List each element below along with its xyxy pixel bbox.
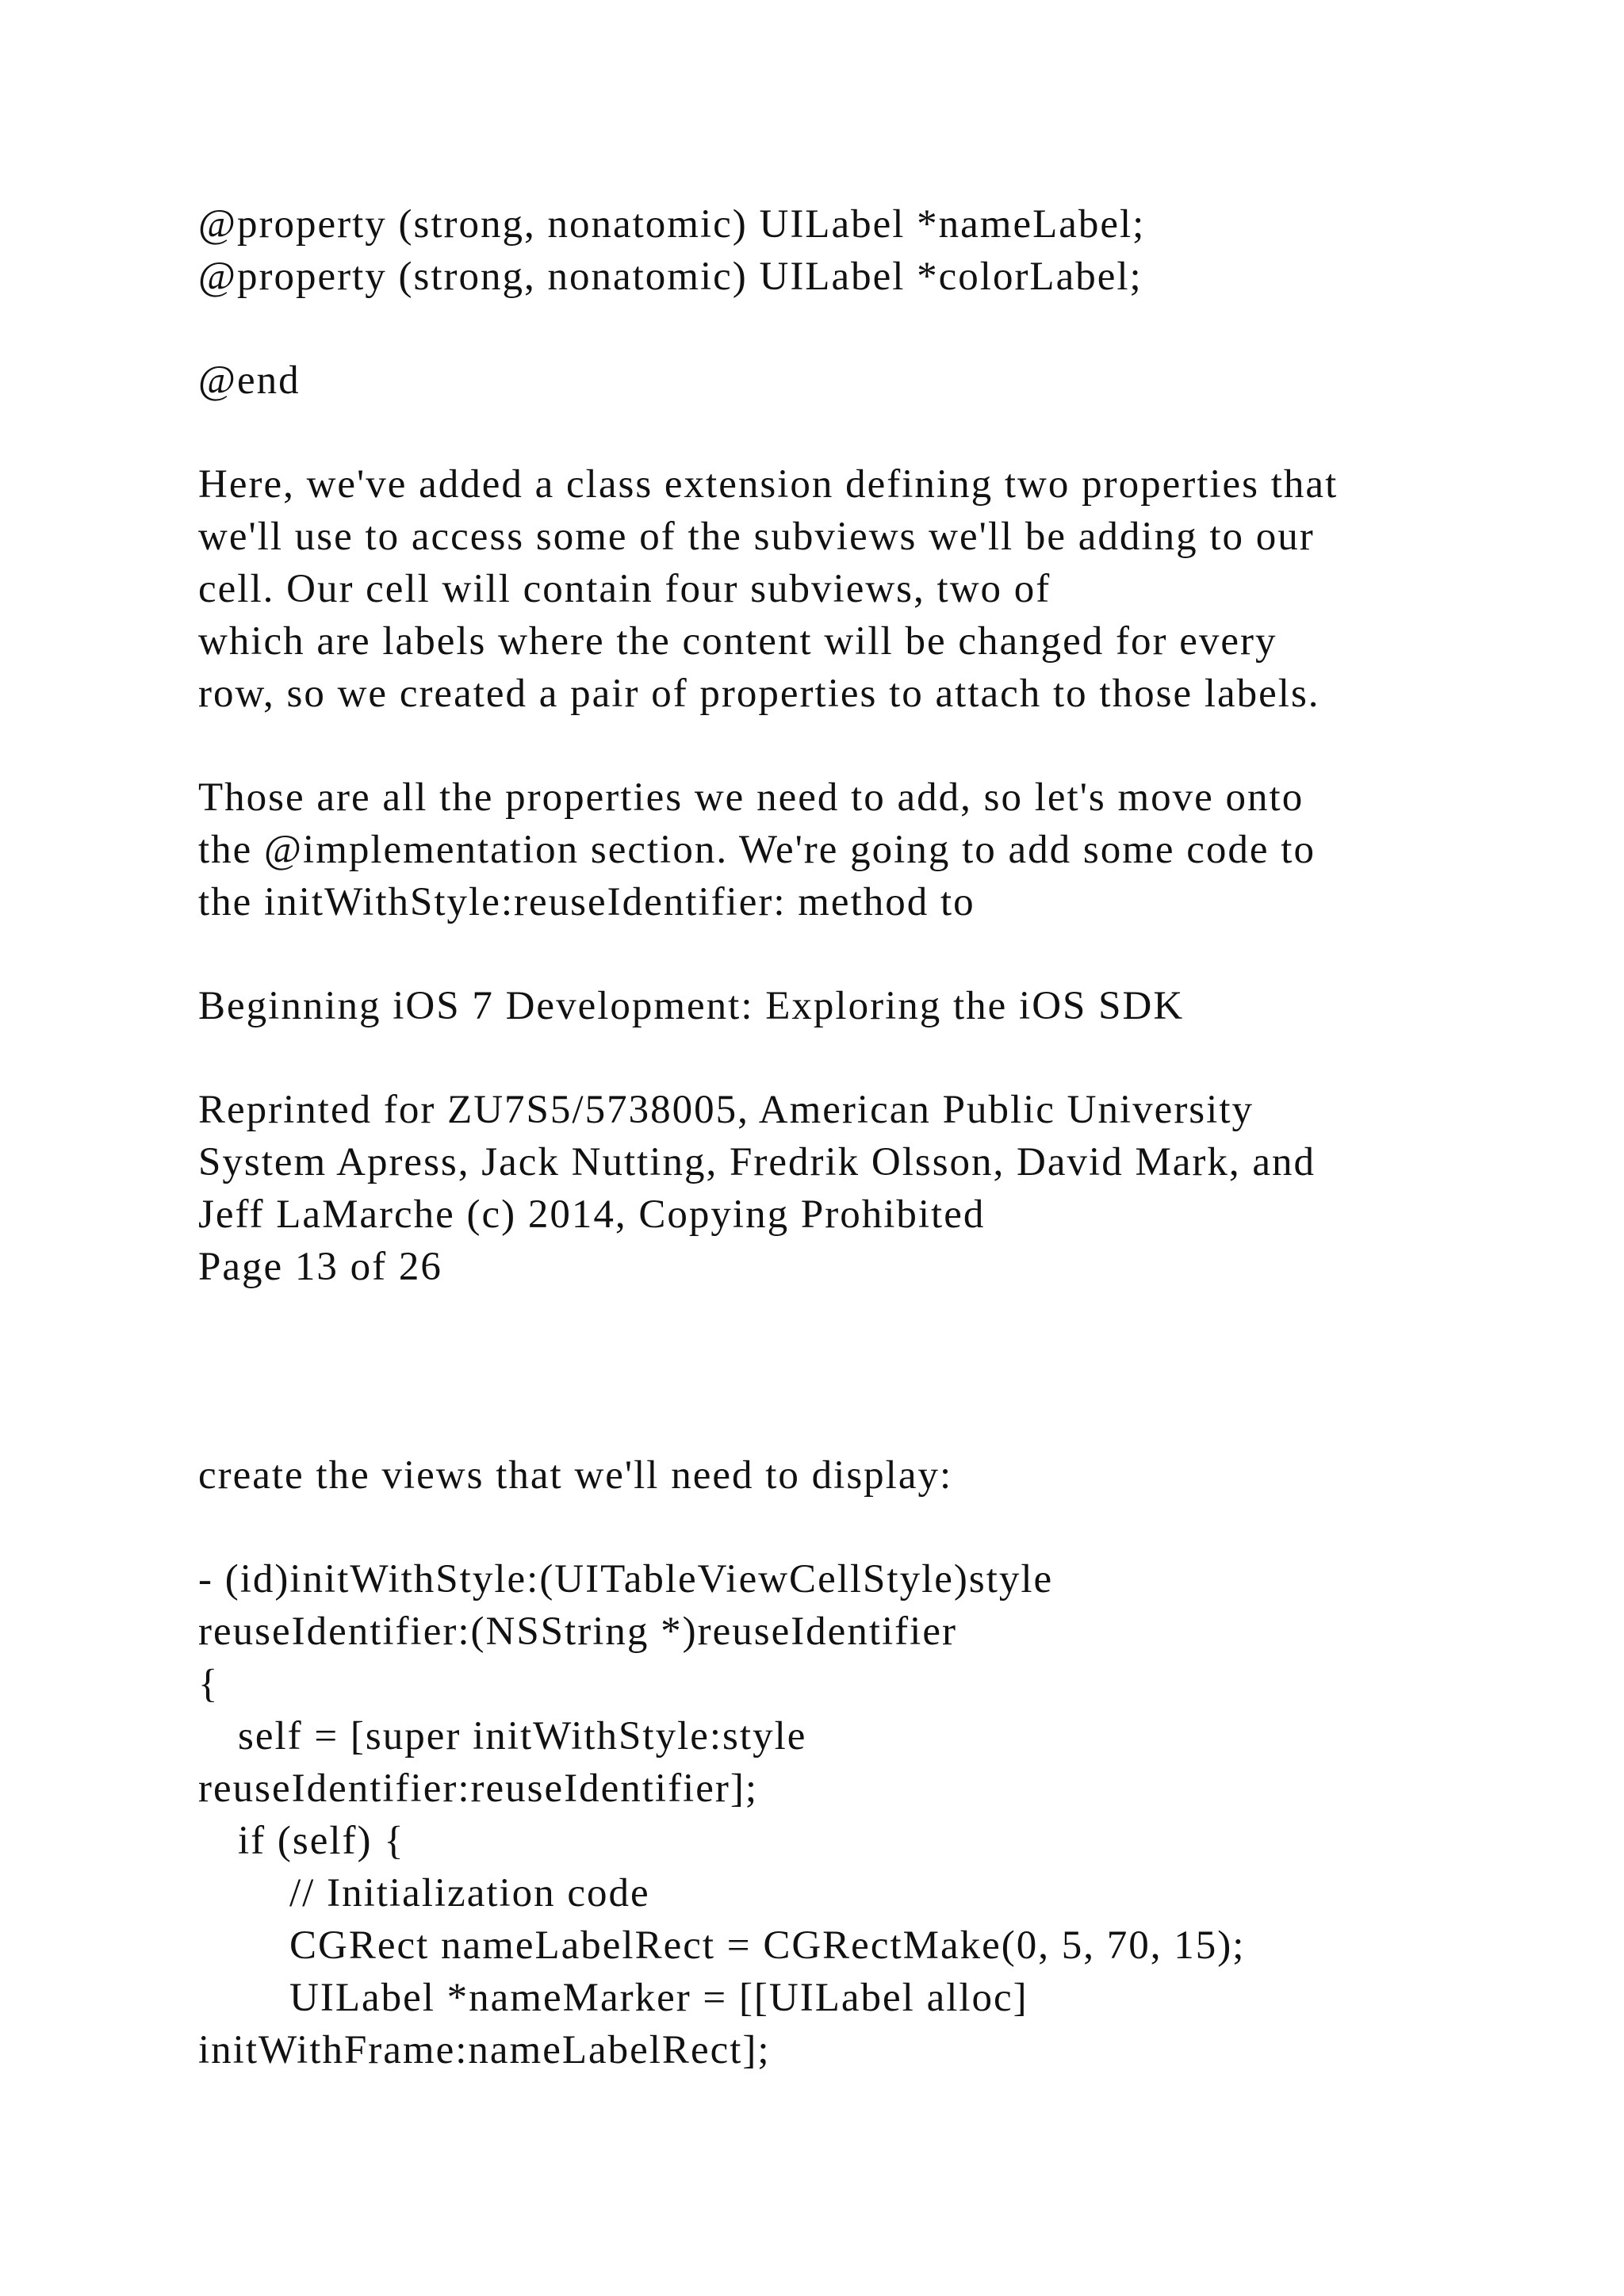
paragraph-line: cell. Our cell will contain four subviews, two of bbox=[198, 567, 1051, 611]
code-line: - (id)initWithStyle:(UITableViewCellStyle)style bbox=[198, 1557, 1054, 1601]
book-title: Beginning iOS 7 Development: Exploring the iOS SDK bbox=[198, 984, 1185, 1028]
reprint-line: Jeff LaMarche (c) 2014, Copying Prohibited bbox=[198, 1192, 986, 1237]
code-line: if (self) { bbox=[238, 1819, 405, 1863]
code-line: // Initialization code bbox=[289, 1871, 650, 1915]
code-line: reuseIdentifier:(NSString *)reuseIdentifier bbox=[198, 1609, 957, 1654]
code-line: CGRect nameLabelRect = CGRectMake(0, 5, 70, 15); bbox=[289, 1923, 1246, 1968]
paragraph-line: which are labels where the content will be changed for every bbox=[198, 619, 1277, 664]
paragraph-line: Here, we've added a class extension defining two properties that bbox=[198, 462, 1339, 507]
paragraph-line: we'll use to access some of the subviews we'll be adding to our bbox=[198, 515, 1315, 559]
code-line: initWithFrame:nameLabelRect]; bbox=[198, 2028, 771, 2072]
paragraph-line: the initWithStyle:reuseIdentifier: method to bbox=[198, 880, 975, 924]
paragraph-line: row, so we created a pair of properties to attach to those labels. bbox=[198, 672, 1320, 716]
page-number: Page 13 of 26 bbox=[198, 1245, 442, 1289]
code-line: { bbox=[198, 1662, 220, 1706]
paragraph-line: create the views that we'll need to display: bbox=[198, 1453, 953, 1498]
paragraph-line: the @implementation section. We're going to add some code to bbox=[198, 828, 1316, 872]
code-line: UILabel *nameMarker = [[UILabel alloc] bbox=[289, 1976, 1028, 2020]
code-line: self = [super initWithStyle:style bbox=[238, 1714, 807, 1758]
code-line: @property (strong, nonatomic) UILabel *colorLabel; bbox=[198, 254, 1143, 299]
code-line: @property (strong, nonatomic) UILabel *nameLabel; bbox=[198, 202, 1146, 247]
paragraph-line: Those are all the properties we need to add, so let's move onto bbox=[198, 775, 1304, 820]
code-line: reuseIdentifier:reuseIdentifier]; bbox=[198, 1766, 758, 1811]
reprint-line: System Apress, Jack Nutting, Fredrik Olsson, David Mark, and bbox=[198, 1140, 1316, 1184]
reprint-line: Reprinted for ZU7S5/5738005, American Public University bbox=[198, 1088, 1254, 1132]
code-line: @end bbox=[198, 358, 301, 403]
